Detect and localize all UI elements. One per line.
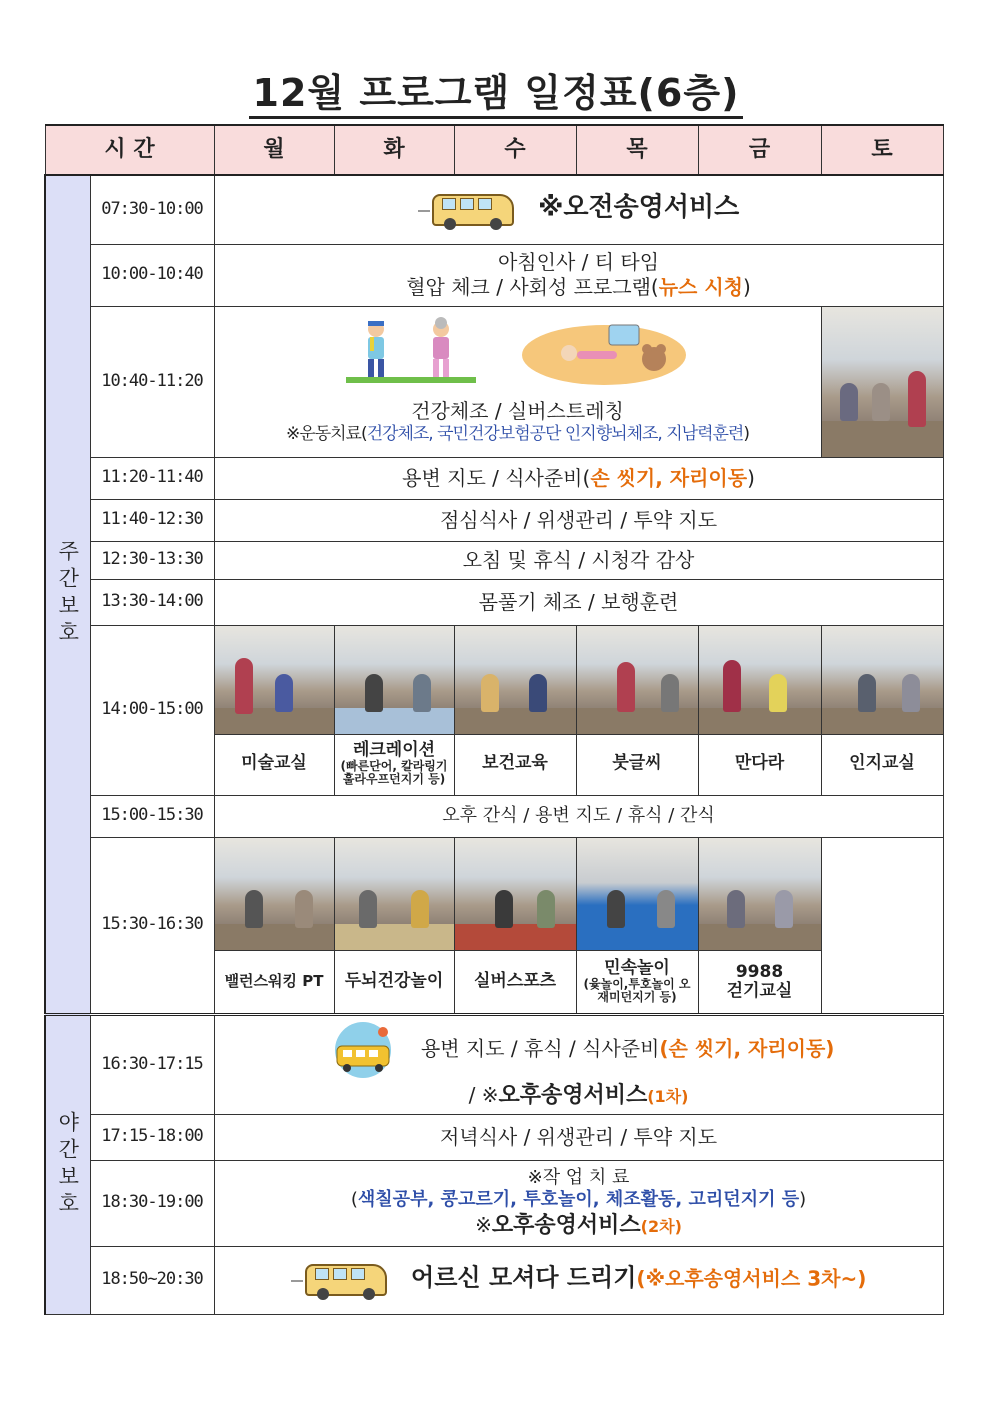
activity-cell: 붓글씨 [576,625,698,795]
activity-cell: 오침 및 휴식 / 시청각 감상 [214,541,943,579]
activity-cell: 저녁식사 / 위생관리 / 투약 지도 [214,1114,943,1160]
activity-cell: 미술교실 [214,625,334,795]
activity-photo [699,838,821,951]
table-row [45,625,943,795]
activity-cell: 용변 지도 / 식사준비(손 씻기, 자리이동) [214,457,943,499]
time-cell: 15:30-16:30 [90,837,214,1014]
header-row [45,125,943,175]
activity-photo [455,626,576,735]
activity-cell: 레크레이션 (빠른단어, 칼라링기 훌라우프던지기 등) [334,625,454,795]
activity-cell: 9988 걷기교실 [698,837,821,1014]
activity-cell: 밸런스워킹 PT [214,837,334,1014]
section-day-label: 주간보호 [45,175,90,1014]
time-cell: 10:00-10:40 [90,244,214,306]
time-cell: 16:30-17:15 [90,1014,214,1114]
time-cell: 15:00-15:30 [90,795,214,837]
table-row [45,1114,943,1160]
activity-cell [214,306,821,457]
activity-photo [699,626,821,735]
activity-photo [215,626,334,735]
header-time: 시 간 [45,125,214,175]
activity-photo [455,838,576,951]
activity-cell: 민속놀이 (윷놀이,투호놀이 오재미던지기 등) [576,837,698,1014]
header-day: 토 [821,125,943,175]
activity-photo [335,838,454,951]
time-cell: 11:40-12:30 [90,499,214,541]
activity-line: ※작 업 치 료 [527,1166,630,1188]
table-row [45,499,943,541]
page-title: 12월 프로그램 일정표(6층) [0,62,992,117]
time-cell: 18:50~20:30 [90,1246,214,1314]
time-cell: 12:30-13:30 [90,541,214,579]
activity-photo [215,838,334,951]
table-row [45,1014,943,1114]
time-cell: 07:30-10:00 [90,175,214,244]
header-day: 월 [214,125,334,175]
activity-cell [214,175,943,244]
activity-cell: 몸풀기 체조 / 보행훈련 [214,579,943,625]
activity-cell [214,1160,943,1246]
time-cell: 17:15-18:00 [90,1114,214,1160]
activity-photo [821,306,943,457]
evening-bus-icon [323,1020,403,1080]
empty-cell [821,837,943,1014]
activity-photo [577,626,698,735]
activity-line: (색칠공부, 콩고르기, 투호놀이, 체조활동, 고리던지기 등) [350,1189,807,1211]
table-row [45,795,943,837]
time-cell: 13:30-14:00 [90,579,214,625]
schedule-table [44,124,944,1315]
activity-cell: 오후 간식 / 용변 지도 / 휴식 / 간식 [214,795,943,837]
table-row [45,306,943,457]
time-cell: 10:40-11:20 [90,306,214,457]
activity-cell: 두뇌건강놀이 [334,837,454,1014]
drop-off-note: (※오후송영서비스 3차~) [636,1266,867,1291]
activity-photo [577,838,698,951]
activity-line: 건강체조 / 실버스트레칭 [411,399,624,424]
activity-cell [214,1246,943,1314]
activity-cell: 만다라 [698,625,821,795]
elderly-walkers-icon [346,317,476,387]
activity-cell: 보건교육 [454,625,576,795]
morning-shuttle-text: ※오전송영서비스 [538,192,740,223]
activity-line: 용변 지도 / 휴식 / 식사준비(손 씻기, 자리이동) [215,1020,943,1080]
section-evening-label: 야간보호 [45,1014,90,1314]
bus-icon [418,190,514,230]
activity-cell: 실버스포츠 [454,837,576,1014]
table-row [45,1160,943,1246]
table-row [45,457,943,499]
activity-line: ※운동치료(건강체조, 국민건강보험공단 인지향뇌체조, 지남력훈련) [286,424,749,445]
header-day: 금 [698,125,821,175]
table-row [45,837,943,1014]
table-row [45,175,943,244]
header-day: 수 [454,125,576,175]
drop-off-text: 어르신 모셔다 드리기 [411,1263,637,1292]
stretching-icon [519,317,689,387]
activity-photo [822,626,943,735]
activity-cell: 점심식사 / 위생관리 / 투약 지도 [214,499,943,541]
time-cell: 11:20-11:40 [90,457,214,499]
bus-icon [291,1260,387,1300]
header-day: 목 [576,125,698,175]
table-row [45,1246,943,1314]
activity-photo [335,626,454,735]
activity-line: / ※오후송영서비스(1차) [468,1082,689,1108]
activity-line: ※오후송영서비스(2차) [475,1212,682,1238]
activity-cell: 인지교실 [821,625,943,795]
activity-line: 아침인사 / 티 타임 [497,250,660,274]
activity-cell [214,244,943,306]
time-cell: 18:30-19:00 [90,1160,214,1246]
table-row [45,579,943,625]
table-row [45,541,943,579]
header-day: 화 [334,125,454,175]
time-cell: 14:00-15:00 [90,625,214,795]
table-row [45,244,943,306]
activity-cell [214,1014,943,1114]
activity-line: 혈압 체크 / 사회성 프로그램(뉴스 시청) [406,275,751,299]
